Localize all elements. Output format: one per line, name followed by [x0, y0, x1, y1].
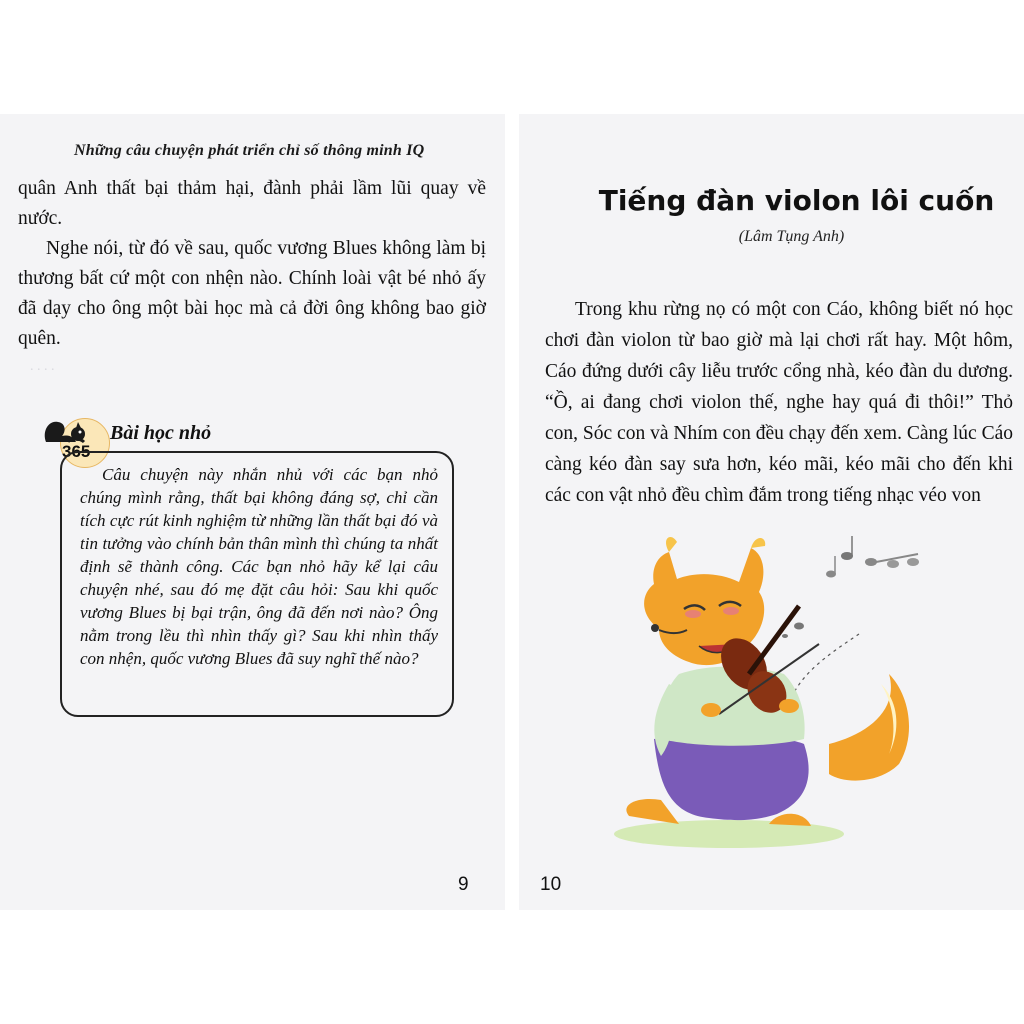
fox-violin-illustration: [599, 534, 959, 864]
body-text: [18, 174, 486, 354]
page-number: 9: [458, 874, 469, 895]
lesson-title: Bài học nhỏ: [110, 422, 212, 444]
story-author: (Lâm Tụng Anh): [738, 228, 845, 245]
badge-number: 365: [62, 442, 91, 461]
paragraph: Nghe nói, từ đó về sau, quốc vương Blues không làm bị thương bất cứ một con nhện nào. Chính loài vật bé nhỏ ấy đã dạy cho ông một bài học mà cả đời ông không bao giờ quên.: [18, 238, 486, 349]
running-head: Những câu chuyện phát triển chỉ số thông minh IQ: [74, 142, 425, 159]
right-page: [519, 114, 1024, 910]
page-number: 10: [540, 874, 562, 895]
story-paragraph: Trong khu rừng nọ có một con Cáo, không biết nó học chơi đàn violon từ bao giờ mà lại chơi rất hay. Một hôm, Cáo đứng dưới cây liễu trước cổng nhà, kéo đàn du dương. “Ồ, ai đang chơi violon thế, nghe hay quá đi thôi!” Thỏ con, Sóc con và Nhím con đều chạy đến xem. Càng lúc Cáo càng kéo đàn say sưa hơn, kéo mãi, kéo mãi cho đến khi các con vật nhỏ đều chìm đắm trong tiếng nhạc véo von: [545, 299, 1013, 506]
left-page: . . . . Những câu chuyện phát triển chỉ số thông minh IQ quân Anh thất bại thảm hại, đành phải lầm lũi quay về nước. Nghe nói, từ đó về sau, quốc vương Blues không làm bị thương bất cứ một con nhện nào. Chính loài vật bé nhỏ ấy đã dạy cho ông một bài học mà cả đời ông không bao giờ quên. 365 Bài học nhỏ Câu chuyện này nhắn nhủ với các bạn nhỏ chúng mình rằng, thất bại không đáng sợ, chỉ cần tích cực rút kinh nghiệm từ những lần thất bại đó và tin tưởng vào chính bản thân mình thì chúng ta nhất định sẽ thành công. Các bạn nhỏ hãy kể lại câu chuyện nhé, sau đó mẹ đặt câu hỏi: Sau khi quốc vương Blues bị bại trận, ông đã đến nơi nào? Ông nằm trong lều thì nhìn thấy gì? Sau khi nhìn thấy con nhện, quốc vương Blues đã suy nghĩ thế nào? 9: [0, 114, 505, 910]
paragraph: quân Anh thất bại thảm hại, đành phải lầm lũi quay về nước.: [18, 178, 486, 229]
music-notes-icon: [782, 536, 919, 704]
story-title: Tiếng đàn violon lôi cuốn: [598, 184, 995, 217]
lesson-box: Câu chuyện này nhắn nhủ với các bạn nhỏ chúng mình rằng, thất bại không đáng sợ, chỉ cần tích cực rút kinh nghiệm từ những lần thất bại đó và tin tưởng vào chính bản thân mình thì chúng ta nhất định sẽ thành công. Các bạn nhỏ hãy kể lại câu chuyện nhé, sau đó mẹ đặt câu hỏi: Sau khi quốc vương Blues bị bại trận, ông đã đến nơi nào? Ông nằm trong lều thì nhìn thấy gì? Sau khi nhìn thấy con nhện, quốc vương Blues đã suy nghĩ thế nào?: [60, 451, 454, 717]
